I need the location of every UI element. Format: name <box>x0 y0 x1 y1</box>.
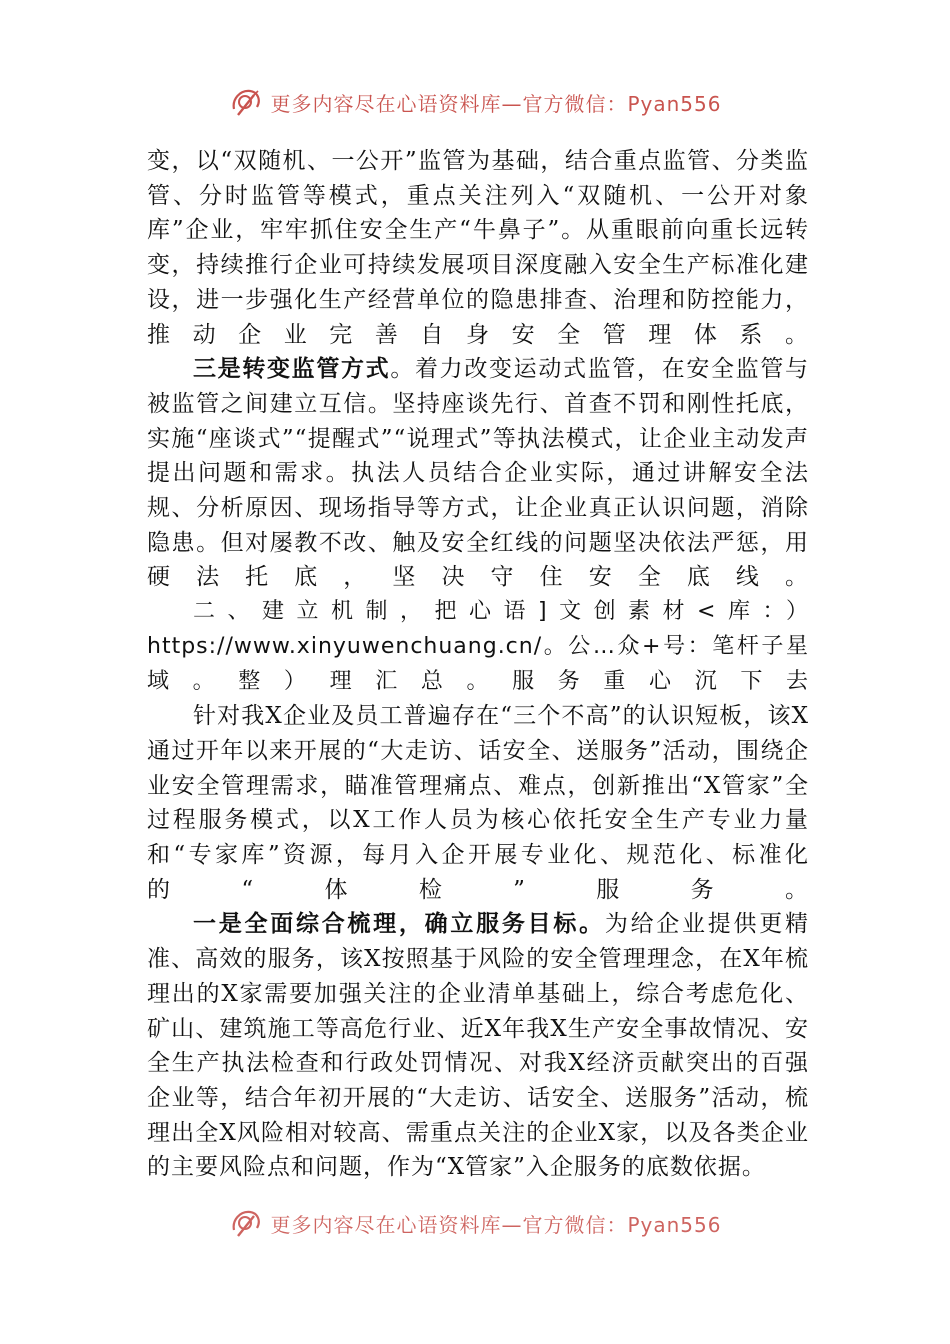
paragraph-lead: 三是转变监管方式 <box>193 355 391 383</box>
watermark-text: 更多内容尽在心语资料库—官方微信：Pyan556 <box>270 91 722 116</box>
watermark-text: 更多内容尽在心语资料库—官方微信：Pyan556 <box>270 1212 722 1237</box>
paragraph-text: 为给企业提供更精准、高效的服务，该X按照基于风险的安全管理理念，在X年梳理出的X家需要加强关注的企业清单基础上，综合考虑危化、矿山、建筑施工等高危行业、近X年我X生产安全事故情况、安全生产执法检查和行政处罚情况、对我X经济贡献突出的百强企业等，结合年初开展的“大走访、话安全、送服务”活动，梳理出全X风险相对较高、需重点关注的企业X家，以及各类企业的主要风险点和问题，作为“X管家”入企服务的底数依据。 <box>147 911 810 1181</box>
paragraph: 变，以“双随机、一公开”监管为基础，结合重点监管、分类监管、分时监管等模式，重点关注列入“双随机、一公开对象库”企业，牢牢抓住安全生产“牛鼻子”。从重眼前向重长远转变，持续推行企业可持续发展项目深度融入安全生产标准化建设，进一步强化生产经营单位的隐患排查、治理和防控能力，推动企业完善自身安全管理体系。 <box>147 148 809 348</box>
paragraph <box>147 352 809 595</box>
document-body <box>147 144 809 1185</box>
section-heading: 二、建立机制，把心语]文创素材<库：）https://www.xinyuwenchuang.cn/。公…众+号：笔杆子星域。整）理汇总。服务重心沉下去 <box>147 599 809 694</box>
paragraph-lead: 一是全面综合梳理，确立服务目标。 <box>193 910 605 938</box>
watermark-bottom <box>0 1201 950 1237</box>
watermark-top <box>0 82 950 122</box>
paragraph: 针对我X企业及员工普遍存在“三个不高”的认识短板，该X通过开年以来开展的“大走访、话安全、送服务”活动，围绕企业安全管理需求，瞄准管理痛点、难点，创新推出“X管家”全过程服务模式，以X工作人员为核心依托安全生产专业力量和“专家库”资源，每月入企开展专业化、规范化、标准化的“体检”服务。 <box>147 703 809 903</box>
logo-icon <box>228 85 264 119</box>
paragraph-text: 。着力改变运动式监管，在安全监管与被监管之间建立互信。坚持座谈先行、首查不罚和刚性托底，实施“座谈式”“提醒式”“说理式”等执法模式，让企业主动发声提出问题和需求。执法人员结合企业实际，通过讲解安全法规、分析原因、现场指导等方式，让企业真正认识问题，消除隐患。但对屡教不改、触及安全红线的问题坚决依法严惩，用硬法托底，坚决守住安全底线。 <box>147 356 810 591</box>
paragraph <box>147 907 809 1185</box>
logo-icon <box>228 1206 264 1237</box>
